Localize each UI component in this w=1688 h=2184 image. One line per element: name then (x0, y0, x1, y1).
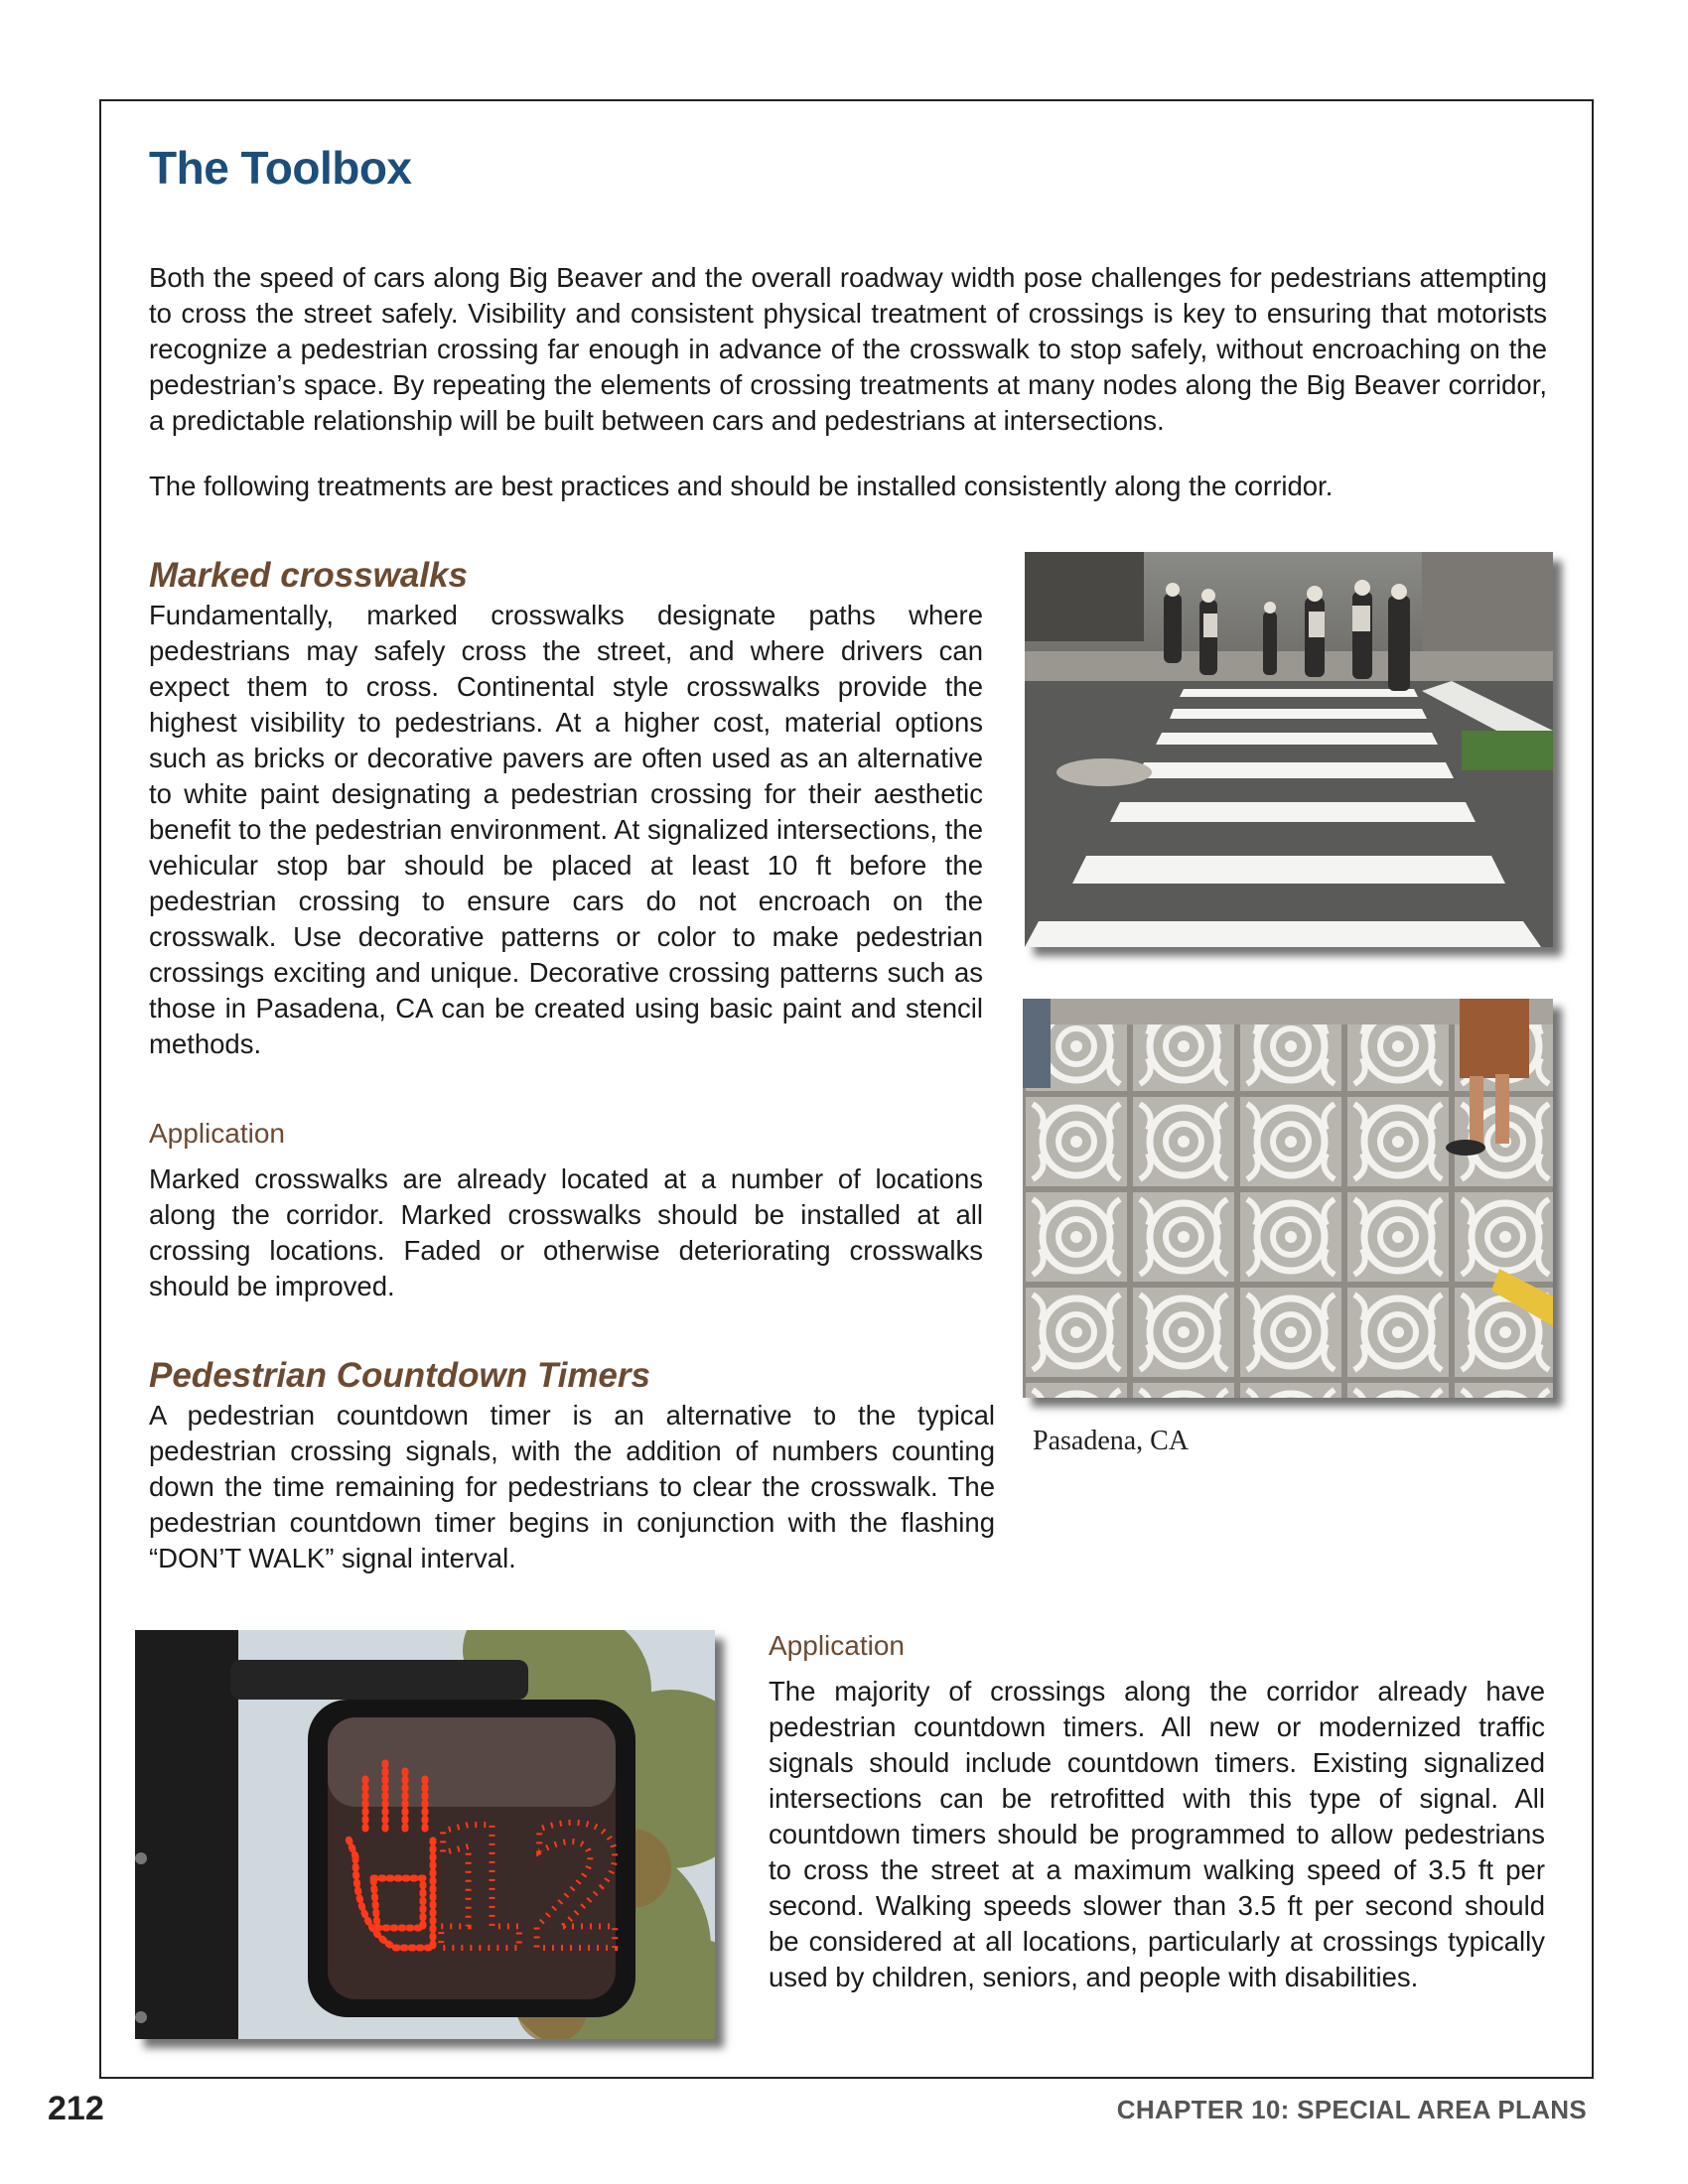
crosswalk-photo (1025, 552, 1553, 947)
timers-application-body: The majority of crossings along the corridor already have pedestrian countdown timers. All new or modernized traffic signals should include countdown timers. Existing signalized intersections can be retrofitted with this type of signal. All countdown timers should be programmed to allow pedestrians to cross the street at a maximum walking speed of 3.5 ft per second. Walking speeds slower than 3.5 ft per second should be considered at all locations, particularly at crossings typically used by children, seniors, and people with disabilities. (769, 1676, 1545, 1992)
crosswalks-heading: Marked crosswalks (149, 556, 469, 595)
crosswalks-application-body: Marked crosswalks are already located at a number of locations along the corridor. Marked crosswalks should be installed at all crossing locations. Faded or otherwise deteriorating crosswalks should be improved. (149, 1163, 983, 1301)
decorative-crosswalk-photo (1023, 999, 1553, 1398)
intro-paragraph: Both the speed of cars along Big Beaver and the overall roadway width pose challenges for pedestrians attempting to cross the street safely. Visibility and consistent physical treatment of crossings is key to ensuring that motorists recognize a pedestrian crossing far enough in advance of the crosswalk to stop safely, without encroaching on the pedestrian’s space. By repeating the elements of crossing treatments at many nodes along the Big Beaver corridor, a predictable relationship will be built between cars and pedestrians at intersections. (149, 262, 1547, 436)
countdown-signal-photo (135, 1630, 715, 2039)
crosswalks-application-heading: Application (149, 1118, 285, 1149)
chapter-label: CHAPTER 10: SPECIAL AREA PLANS (1116, 2095, 1587, 2124)
timers-heading: Pedestrian Countdown Timers (149, 1356, 650, 1395)
crosswalk-photo-art (1025, 552, 1553, 947)
decorative-crosswalk-art (1023, 999, 1553, 1398)
photo-caption: Pasadena, CA (1033, 1426, 1190, 1456)
crosswalks-body: Fundamentally, marked crosswalks designate paths where pedestrians may safely cross the street, and where drivers can expect them to cross. Continental style crosswalks provide the highest visibility to pedestrians. At a higher cost, material options such as bricks or decorative pavers are often used as an alternative to white paint designating a pedestrian crossing for their aesthetic benefit to the pedestrian environment. At signalized intersections, the vehicular stop bar should be placed at least 10 ft before the pedestrian crossing to ensure cars do not encroach on the crosswalk. Use decorative patterns or color to make pedestrian crossings exciting and unique. Decorative crossing patterns such as those in Pasadena, CA can be created using basic paint and stencil methods. (149, 600, 983, 1059)
page-number: 212 (48, 2090, 104, 2127)
countdown-signal-art (135, 1630, 715, 2039)
timers-application-heading: Application (769, 1630, 905, 1661)
timers-body: A pedestrian countdown timer is an alternative to the typical pedestrian crossing signals, with the addition of numbers counting down the time remaining for pedestrians to clear the crosswalk. The pedestrian countdown timer begins in conjunction with the flashing “DON’T WALK” signal interval. (149, 1400, 995, 1573)
signal-countdown-digits: 12 (425, 1792, 630, 1988)
intro-paragraph-2: The following treatments are best practices and should be installed consistently along the corridor. (149, 471, 1334, 501)
page-title: The Toolbox (149, 142, 412, 194)
